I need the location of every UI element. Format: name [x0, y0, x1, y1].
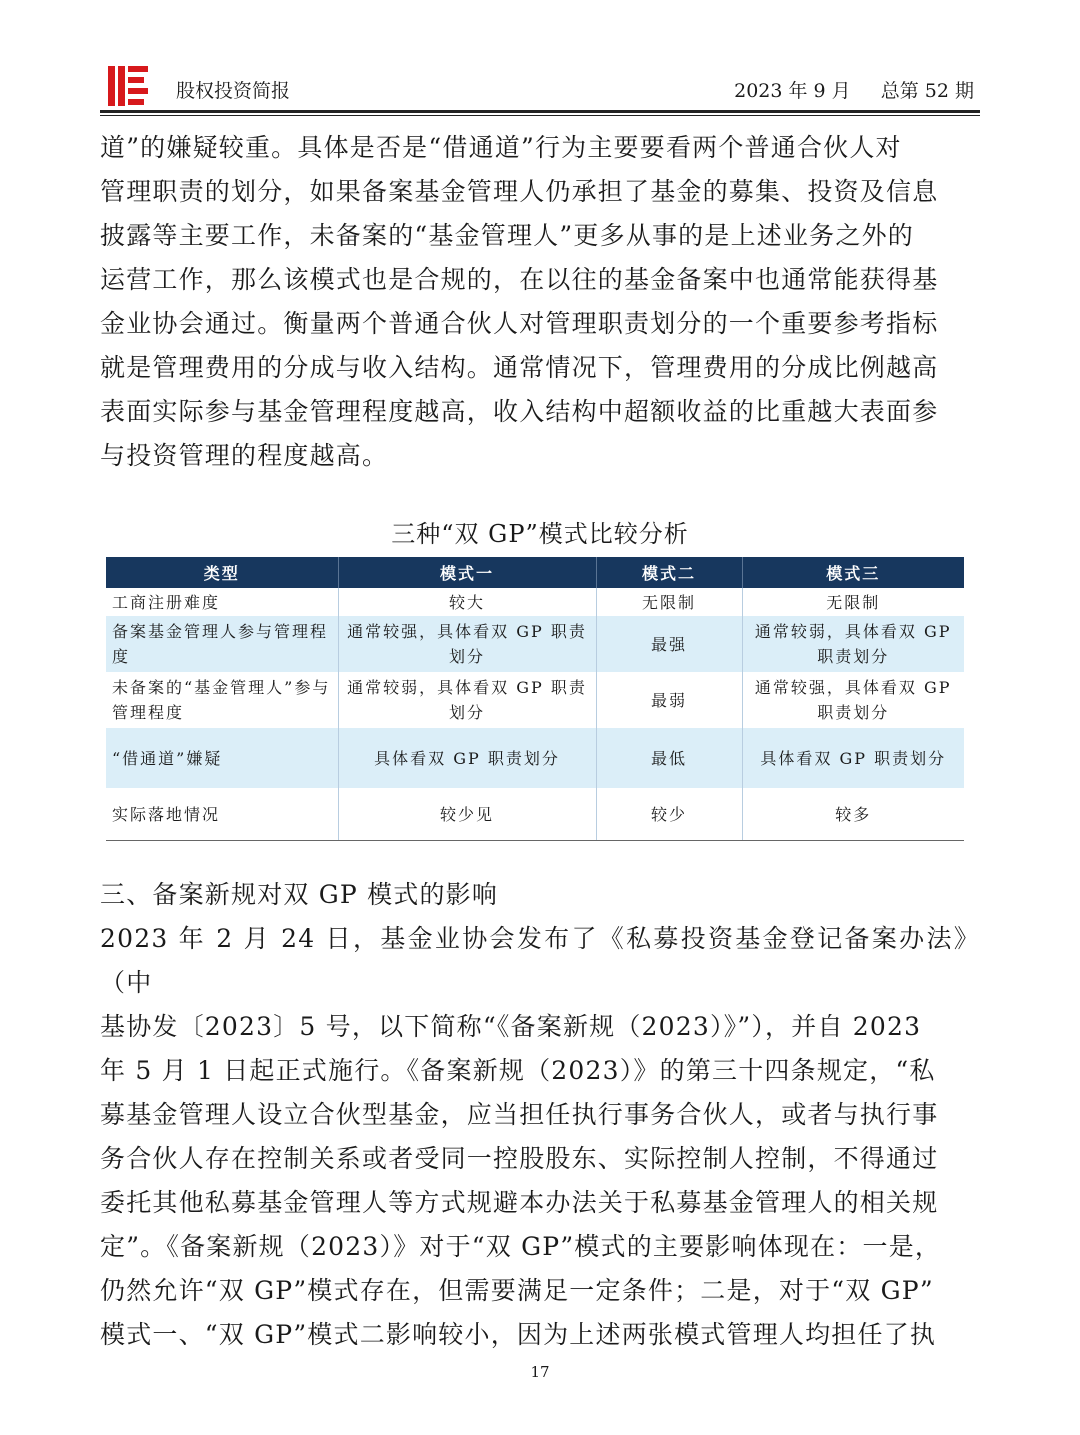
section-heading: 三、备案新规对双 GP 模式的影响	[100, 880, 499, 909]
text-line: 表面实际参与基金管理程度越高，收入结构中超额收益的比重越大表面参	[100, 397, 939, 426]
page-number: 17	[530, 1363, 550, 1381]
issue-number: 总第 52 期	[880, 80, 974, 102]
text-line: 就是管理费用的分成与收入结构。通常情况下，管理费用的分成比例越高	[100, 353, 939, 382]
issue-date: 2023 年 9 月	[734, 80, 851, 102]
table-row	[106, 588, 964, 616]
column-header: 类型	[106, 557, 338, 588]
table-cell: 最强	[596, 616, 742, 672]
comparison-table	[106, 557, 964, 841]
column-header: 模式二	[596, 557, 742, 588]
table-cell: 通常较弱，具体看双 GP 职责划分	[742, 616, 964, 672]
text-line: 金业协会通过。衡量两个普通合伙人对管理职责划分的一个重要参考指标	[100, 309, 939, 338]
column-header: 模式一	[338, 557, 596, 588]
text-line: 披露等主要工作，未备案的“基金管理人”更多从事的是上述业务之外的	[100, 221, 914, 250]
table-cell: 工商注册难度	[106, 588, 338, 616]
text-line: 年 5 月 1 日起正式施行。《备案新规（2023）》的第三十四条规定，“私	[100, 1056, 936, 1085]
table-row	[106, 788, 964, 841]
issue-info	[734, 76, 974, 103]
table-title: 三种“双 GP”模式比较分析	[391, 520, 689, 548]
text-line: 仍然允许“双 GP”模式存在，但需要满足一定条件；二是，对于“双 GP”	[100, 1276, 934, 1305]
table-header-row	[106, 557, 964, 588]
table-cell: 未备案的“基金管理人”参与管理程度	[106, 672, 338, 728]
table-cell: 较少	[596, 788, 742, 841]
column-header: 模式三	[742, 557, 964, 588]
table-cell: 较少见	[338, 788, 596, 841]
table-cell: 具体看双 GP 职责划分	[742, 728, 964, 788]
table-cell: 具体看双 GP 职责划分	[338, 728, 596, 788]
table-row	[106, 728, 964, 788]
text-line: 定”。《备案新规（2023）》对于“双 GP”模式的主要影响体现在：一是，	[100, 1232, 942, 1261]
paragraph-2	[100, 917, 980, 1357]
text-line: 与投资管理的程度越高。	[100, 441, 389, 470]
table-cell: 较多	[742, 788, 964, 841]
table-cell: 通常较强，具体看双 GP 职责划分	[754, 678, 952, 722]
table-cell: 较大	[338, 588, 596, 616]
table-row	[106, 616, 964, 672]
text-line: 模式一、“双 GP”模式二影响较小，因为上述两张模式管理人均担任了执	[100, 1320, 937, 1349]
newsletter-title: 股权投资简报	[176, 80, 291, 102]
paragraph-1	[100, 126, 980, 478]
table-row	[106, 672, 964, 728]
text-line: 募基金管理人设立合伙型基金，应当担任执行事务合伙人，或者与执行事	[100, 1100, 939, 1129]
text-line: 委托其他私募基金管理人等方式规避本办法关于私募基金管理人的相关规	[100, 1188, 939, 1217]
table-cell: 通常较强，具体看双 GP 职责划分	[338, 616, 596, 672]
table-cell: 实际落地情况	[106, 788, 338, 841]
table-cell: 最低	[596, 728, 742, 788]
table-cell: 通常较弱，具体看双 GP 职责划分	[338, 672, 596, 728]
text-line: 道”的嫌疑较重。具体是否是“借通道”行为主要要看两个普通合伙人对	[100, 133, 902, 162]
table-cell: 无限制	[596, 588, 742, 616]
text-line: 管理职责的划分，如果备案基金管理人仍承担了基金的募集、投资及信息	[100, 177, 939, 206]
header-rule-thin	[100, 115, 980, 116]
table-cell: “借通道”嫌疑	[106, 728, 338, 788]
text-line: 2023 年 2 月 24 日，基金业协会发布了《私募投资基金登记备案办法》（中	[100, 924, 980, 997]
table-cell: 最弱	[596, 672, 742, 728]
text-line: 基协发〔2023〕5 号，以下简称“《备案新规（2023）》”），并自 2023	[100, 1012, 922, 1041]
table-cell: 备案基金管理人参与管理程度	[106, 616, 338, 672]
header-rule-thick	[100, 110, 980, 113]
text-line: 运营工作，那么该模式也是合规的，在以往的基金备案中也通常能获得基	[100, 265, 939, 294]
text-line: 务合伙人存在控制关系或者受同一控股股东、实际控制人控制，不得通过	[100, 1144, 939, 1173]
table-cell: 无限制	[826, 592, 881, 612]
page-header	[100, 60, 980, 116]
